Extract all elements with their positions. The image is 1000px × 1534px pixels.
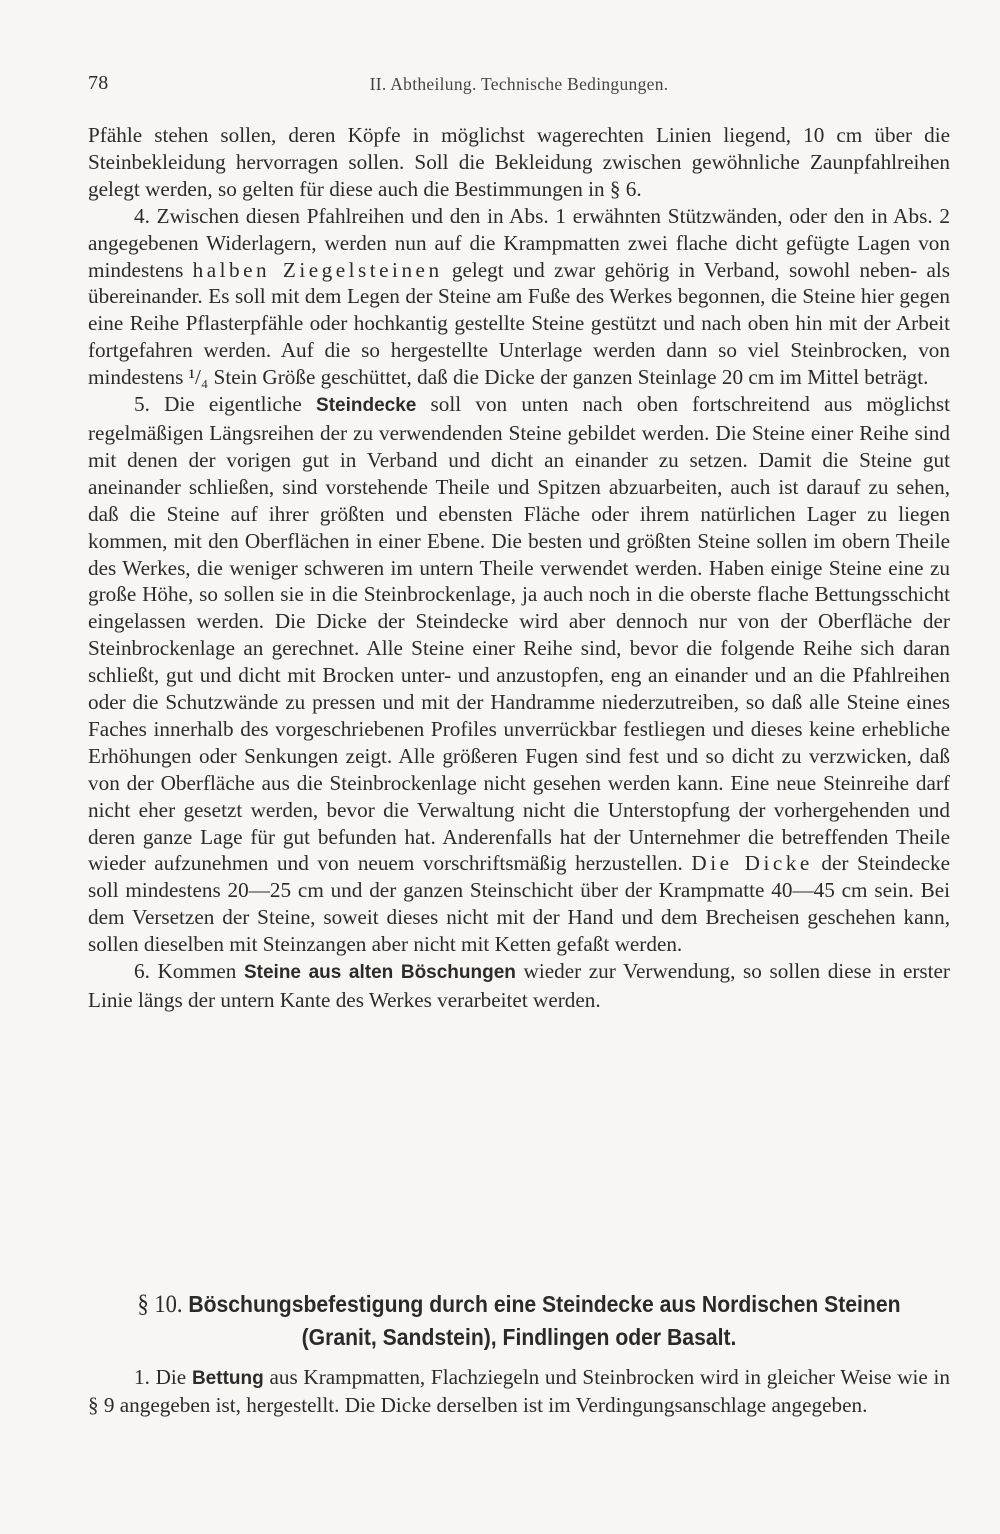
paragraph-text: Pfähle stehen sollen, deren Köpfe in möglichst wagerechten Linien liegend, 10 cm über die Steinbekleidung hervorragen sollen. Soll die Bekleidung zwischen gewöhnliche Zaunpfahlreihen gelegt werden, so gelten für diese auch die Bestimmungen in § 6. bbox=[88, 123, 950, 201]
section-heading bbox=[131, 1288, 907, 1353]
paragraph-continued bbox=[88, 122, 950, 203]
emphasis-bold: Bettung bbox=[191, 1368, 264, 1389]
section-heading-line-2: (Granit, Sandstein), Findlingen oder Basalt. bbox=[301, 1324, 737, 1350]
emphasis-bold: Steindecke bbox=[316, 395, 417, 417]
paragraph-text: gelegt und zwar gehörig in Verband, sowohl neben- als übereinander. Es soll mit dem Legen der Steine am Fuße des Werkes begonnen, die Steine hier gegen eine Reihe Pflasterpfähle oder hochkantig gestellte Steine gestützt und nach oben hin mit der Arbeit fortgefahren werden. Auf die so hergestellte Unterlage werden dann so viel Steinbrocken, von mindestens ¹/₄ Stein Größe geschüttet, daß die Dicke der ganzen Steinlage 20 cm im Mittel beträgt. bbox=[88, 257, 951, 390]
paragraph-text: 6. Kommen bbox=[134, 959, 237, 984]
paragraph-6 bbox=[88, 958, 950, 1014]
emphasis-bold: Steine aus alten Böschungen bbox=[243, 962, 516, 984]
paragraph-text: soll von unten nach oben fortschreitend aus möglichst regelmäßigen Längsreihen der zu verwendenden Steine gebildet werden. Die Steine einer Reihe sind mit denen der vorigen gut in Verband und dicht an einander zu setzen. Damit die Steine gut aneinander schließen, sind vorstehende Theile und Spitzen abzuarbeiten, auch ist darauf zu sehen, daß die Steine auf ihrer größten und ebensten Fläche oder ihrem natürlichen Lager zu liegen kommen, mit den Oberflächen in einer Ebene. Die besten und größten Steine sollen im obern Theile des Werkes, die weniger schweren im untern Theile verwendet werden. Haben einige Steine eine zu große Höhe, so sollen sie in die Steinbrockenlage, ja auch noch in die oberste flache Bettungsschicht eingelassen werden. Die Dicke der Steindecke wird aber dennoch nur von der Oberfläche der Steinbrockenlage an gerechnet. Alle Steine einer Reihe sind, bevor die folgende Reihe sich daran schließt, gut und dicht mit Brocken unter- und anzustopfen, eng an einander und an die Pfahlreihen oder die Schutzwände zu pressen und mit der Handramme niederzutreiben, so daß alle Steine eines Faches innerhalb des vorgeschriebenen Profiles unverrückbar festliegen und dieses keine erhebliche Erhöhungen oder Senkungen zeigt. Alle größeren Fugen sind fest und so dicht zu verzwicken, daß von der Oberfläche aus die Steinbrockenlage nicht gesehen werden kann. Eine neue Steinreihe darf nicht eher gesetzt werden, bevor die Verwaltung nicht die Unterstopfung der vorhergehenden und deren ganze Lage für gut befunden hat. Anderenfalls hat der Unternehmer die betreffenden Theile wieder aufzunehmen und von neuem vorschriftsmäßig herzustellen. bbox=[88, 392, 951, 876]
section-paragraph-1 bbox=[88, 1364, 950, 1419]
emphasis-spaced: Die Dicke bbox=[691, 851, 813, 876]
body-text bbox=[88, 122, 950, 1014]
page-number: 78 bbox=[88, 72, 109, 94]
paragraph-text: 5. Die eigentliche bbox=[134, 392, 302, 417]
paragraph-5 bbox=[88, 391, 950, 958]
section-title: Böschungsbefestigung durch eine Steindecke aus Nordischen Steinen bbox=[188, 1291, 901, 1317]
page-header bbox=[88, 72, 950, 102]
paragraph-text: 1. Die bbox=[134, 1365, 187, 1389]
section-body bbox=[88, 1364, 950, 1419]
paragraph-text: aus Krampmatten, Flachziegeln und Steinbrocken wird in gleicher Weise wie in § 9 angegeben ist, hergestellt. Die Dicke derselben ist im Verdingungsanschlage angegeben. bbox=[88, 1365, 951, 1417]
running-head: II. Abtheilung. Technische Bedingungen. bbox=[369, 74, 669, 94]
paragraph-text: 4. Zwischen diesen Pfahlreihen und den in Abs. 1 erwähnten Stützwänden, oder den in Abs. 2 angegebenen Widerlagern, werden nun auf die Krampmatten zwei flache dicht gefügte Lagen von mindestens bbox=[88, 203, 950, 282]
section-heading-line-1 bbox=[131, 1288, 907, 1321]
section-number: § 10. bbox=[137, 1291, 183, 1318]
paragraph-text: der Steindecke soll mindestens 20—25 cm und der ganzen Steinschicht über der Krampmatte 40—45 cm sein. Bei dem Versetzen der Steine, soweit dieses nicht mit der Hand und dem Brecheisen geschehen kann, sollen dieselben mit Steinzangen aber nicht mit Ketten gefaßt werden. bbox=[88, 851, 950, 957]
paragraph-text: wieder zur Verwendung, so sollen diese in erster Linie längs der untern Kante des Werkes verarbeitet werden. bbox=[88, 959, 950, 1012]
emphasis-spaced: halben Ziegelsteinen bbox=[192, 257, 443, 282]
paragraph-4 bbox=[88, 203, 950, 391]
